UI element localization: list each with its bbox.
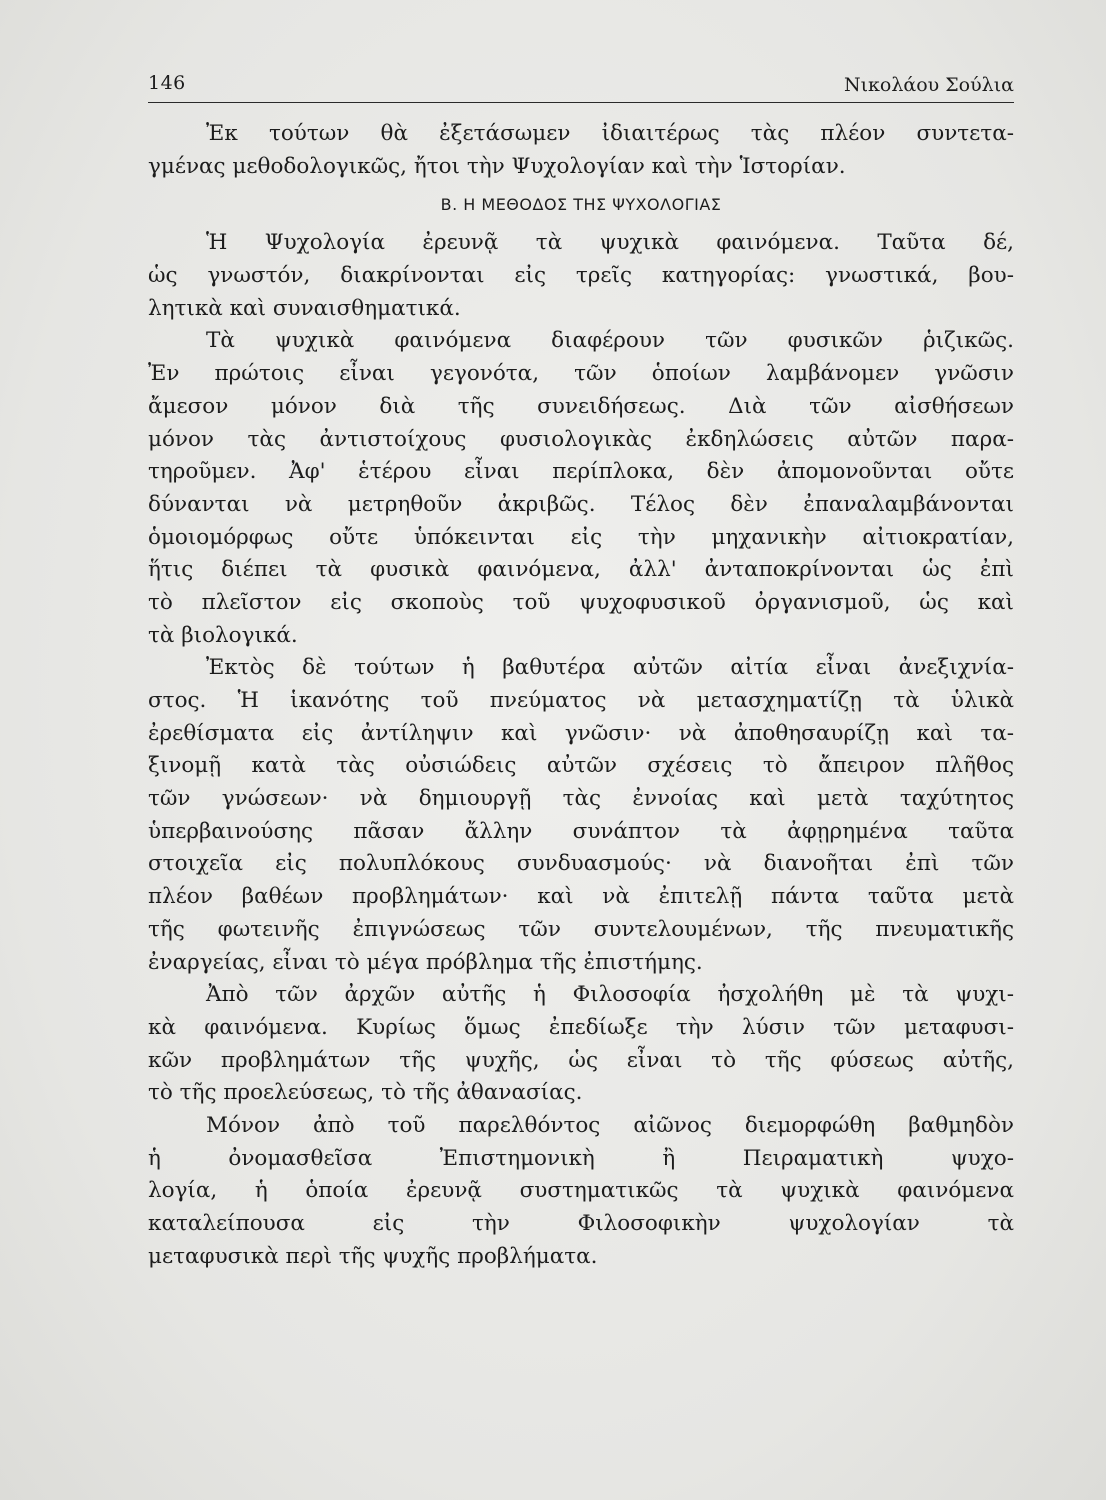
text-line: τῶν γνώσεων· νὰ δημιουργῇ τὰς ἐννοίας καὶ μετὰ ταχύτητος	[148, 786, 1014, 812]
text-line: στος. Ἡ ἱκανότης τοῦ πνεύματος νὰ μετασχηματίζῃ τὰ ὑλικὰ	[148, 688, 1014, 713]
text-line: κὰ φαινόμενα. Κυρίως ὅμως ἐπεδίωξε τὴν λύσιν τῶν μεταφυσι-	[148, 1014, 1014, 1040]
section-heading: B. Η ΜΕΘΟΔΟΣ ΤΗΣ ΨΥΧΟΛΟΓΙΑΣ	[440, 195, 722, 215]
paragraph	[148, 979, 1014, 1110]
text-line: ἡ ὀνομασθεῖσα Ἐπιστημονικὴ ἢ Πειραματικὴ ψυχο-	[148, 1145, 1014, 1171]
text-line: ἐρεθίσματα εἰς ἀντίληψιν καὶ γνῶσιν· νὰ ἀποθησαυρίζῃ καὶ τα-	[148, 720, 1014, 746]
text-line: λογία, ἡ ὁποία ἐρευνᾷ συστηματικῶς τὰ ψυχικὰ φαινόμενα	[148, 1178, 1014, 1204]
page-number: 146	[148, 72, 186, 94]
text-line: μόνον τὰς ἀντιστοίχους φυσιολογικὰς ἐκδηλώσεις αὐτῶν παρα-	[148, 426, 1014, 452]
text-line: ὡς γνωστόν, διακρίνονται εἰς τρεῖς κατηγορίας: γνωστικά, βου-	[148, 263, 1014, 289]
text-line: πλέον βαθέων προβλημάτων· καὶ νὰ ἐπιτελῇ πάντα ταῦτα μετὰ	[148, 884, 1014, 910]
text-line: ξινομῇ κατὰ τὰς οὐσιώδεις αὐτῶν σχέσεις τὸ ἄπειρον πλῆθος	[148, 753, 1014, 779]
text-line: τὸ πλεῖστον εἰς σκοποὺς τοῦ ψυχοφυσικοῦ ὀργανισμοῦ, ὡς καὶ	[148, 589, 1014, 615]
text-line: ὁμοιομόρφως οὔτε ὑπόκεινται εἰς τὴν μηχανικὴν αἰτιοκρατίαν,	[148, 524, 1014, 550]
text-line: μεταφυσικὰ περὶ τῆς ψυχῆς προβλήματα.	[148, 1243, 598, 1269]
text-line: Μόνον ἀπὸ τοῦ παρελθόντος αἰῶνος διεμορφώθη βαθμηδὸν	[206, 1112, 1014, 1138]
text-line: Ἐν πρώτοις εἶναι γεγονότα, τῶν ὁποίων λαμβάνομεν γνῶσιν	[148, 361, 1014, 387]
text-line: στοιχεῖα εἰς πολυπλόκους συνδυασμούς· νὰ διανοῆται ἐπὶ τῶν	[148, 851, 1014, 877]
paragraph	[148, 118, 1014, 183]
text-line: καταλείπουσα εἰς τὴν Φιλοσοφικὴν ψυχολογίαν τὰ	[148, 1211, 1014, 1236]
text-line: ἥτις διέπει τὰ φυσικὰ φαινόμενα, ἀλλ' ἀνταποκρίνονται ὡς ἐπὶ	[148, 557, 1014, 583]
text-line: τῆς φωτεινῆς ἐπιγνώσεως τῶν συντελουμένων, τῆς πνευματικῆς	[148, 916, 1014, 942]
text-line: τὰ βιολογικά.	[148, 622, 298, 648]
paragraph	[148, 1110, 1014, 1273]
text-line: γμένας μεθοδολογικῶς, ἤτοι τὴν Ψυχολογίαν καὶ τὴν Ἱστορίαν.	[148, 153, 846, 179]
text-line: Τὰ ψυχικὰ φαινόμενα διαφέρουν τῶν φυσικῶν ῥιζικῶς.	[206, 328, 1014, 354]
text-line: λητικὰ καὶ συναισθηματικά.	[148, 295, 461, 321]
paragraph	[148, 227, 1014, 325]
paragraph	[148, 652, 1014, 979]
text-line: Ἀπὸ τῶν ἀρχῶν αὐτῆς ἡ Φιλοσοφία ἠσχολήθη μὲ τὰ ψυχι-	[206, 982, 1014, 1008]
text-line: τηροῦμεν. Ἀφ' ἑτέρου εἶναι περίπλοκα, δὲν ἀπομονοῦνται οὔτε	[148, 459, 1014, 485]
text-line: Ἐκτὸς δὲ τούτων ἡ βαθυτέρα αὐτῶν αἰτία εἶναι ἀνεξιχνία-	[206, 655, 1014, 681]
text-line: ἐναργείας, εἶναι τὸ μέγα πρόβλημα τῆς ἐπιστήμης.	[148, 949, 703, 975]
text-line: κῶν προβλημάτων τῆς ψυχῆς, ὡς εἶναι τὸ τῆς φύσεως αὐτῆς,	[148, 1047, 1014, 1073]
page-body	[148, 118, 1014, 1273]
running-head: Νικολάου Σούλια	[843, 74, 1014, 96]
text-line: ὑπερβαινούσης πᾶσαν ἄλλην συνάπτον τὰ ἀφῃρημένα ταῦτα	[148, 818, 1014, 844]
text-line: δύνανται νὰ μετρηθοῦν ἀκριβῶς. Τέλος δὲν ἐπαναλαμβάνονται	[148, 491, 1014, 517]
text-line: Ἡ Ψυχολογία ἐρευνᾷ τὰ ψυχικὰ φαινόμενα. Ταῦτα δέ,	[206, 230, 1014, 256]
text-line: τὸ τῆς προελεύσεως, τὸ τῆς ἀθανασίας.	[148, 1080, 583, 1106]
text-line: Ἐκ τούτων θὰ ἐξετάσωμεν ἰδιαιτέρως τὰς πλέον συντετα-	[206, 121, 1014, 146]
text-line: ἄμεσον μόνον διὰ τῆς συνειδήσεως. Διὰ τῶν αἰσθήσεων	[148, 393, 1014, 419]
page-header	[148, 72, 1014, 103]
paragraph	[148, 325, 1014, 652]
